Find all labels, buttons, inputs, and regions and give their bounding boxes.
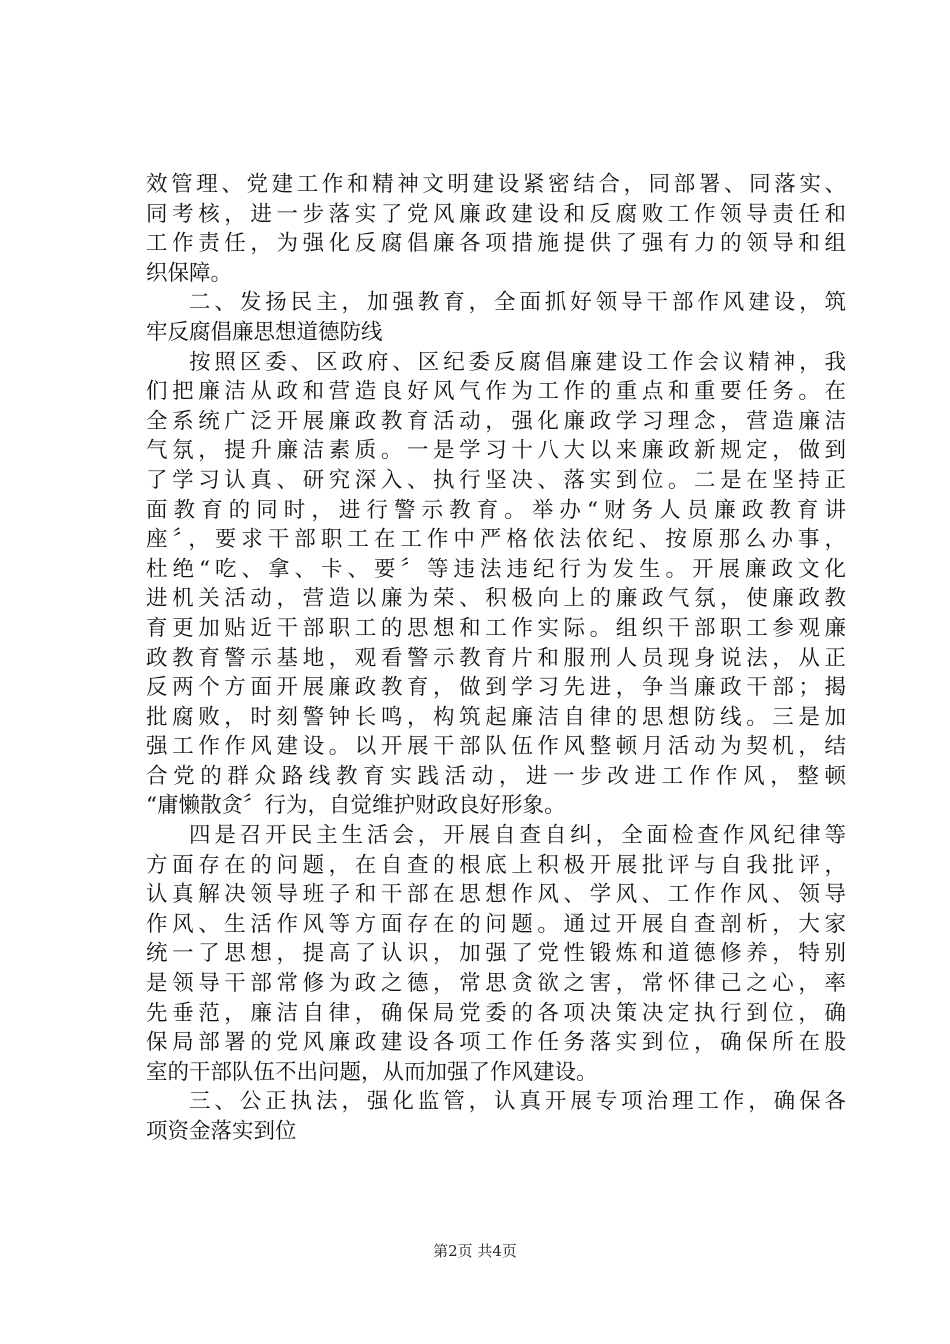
text-line: 二、发扬民主，加强教育，全面抓好领导干部作风建设，筑 <box>189 290 846 316</box>
text-line: 了学习认真、研究深入、执行坚决、落实到位。二是在坚持正 <box>146 467 846 493</box>
text-line: 杜绝“吃、拿、卡、要〞等违法违纪行为发生。开展廉政文化 <box>146 556 846 582</box>
text-line: 进机关活动，营造以廉为荣、积极向上的廉政气氛，使廉政教 <box>146 586 846 612</box>
text-line: 面教育的同时，进行警示教育。举办“财务人员廉政教育讲 <box>146 497 846 523</box>
text-line: 批腐败，时刻警钟长鸣，构筑起廉洁自律的思想防线。三是加 <box>146 704 846 730</box>
text-line: 四是召开民主生活会，开展自查自纠，全面检查作风纪律等 <box>189 823 846 849</box>
text-line: 织保障。 <box>146 260 233 286</box>
text-line: 工作责任，为强化反腐倡廉各项措施提供了强有力的领导和组 <box>146 231 846 257</box>
text-line: 气氛，提升廉洁素质。一是学习十八大以来廉政新规定，做到 <box>146 438 846 464</box>
text-line: 室的干部队伍不出问题，从而加强了作风建设。 <box>146 1059 598 1085</box>
text-line: 先垂范，廉洁自律，确保局党委的各项决策决定执行到位，确 <box>146 1000 846 1026</box>
text-line: 三、公正执法，强化监管，认真开展专项治理工作，确保各 <box>189 1089 846 1115</box>
text-line: “庸懒散贪〞行为，自觉维护财政良好形象。 <box>146 793 566 819</box>
text-line: 作风、生活作风等方面存在的问题。通过开展自查剖析，大家 <box>146 911 846 937</box>
text-line: 全系统广泛开展廉政教育活动，强化廉政学习理念，营造廉洁 <box>146 408 846 434</box>
body-text <box>146 170 846 1147</box>
text-line: 效管理、党建工作和精神文明建设紧密结合，同部署、同落实、 <box>146 172 846 197</box>
text-line: 同考核，进一步落实了党风廉政建设和反腐败工作领导责任和 <box>146 201 846 227</box>
text-line: 强工作作风建设。以开展干部队伍作风整顿月活动为契机，结 <box>146 734 846 760</box>
text-line: 育更加贴近干部职工的思想和工作实际。组织干部职工参观廉 <box>146 615 846 641</box>
text-line: 座〞，要求干部职工在工作中严格依法依纪、按原那么办事， <box>146 527 846 553</box>
text-line: 们把廉洁从政和营造良好风气作为工作的重点和重要任务。在 <box>146 379 846 405</box>
page-footer: 第2页 共4页 <box>433 1242 517 1260</box>
text-line: 按照区委、区政府、区纪委反腐倡廉建设工作会议精神，我 <box>189 349 846 375</box>
text-line: 保局部署的党风廉政建设各项工作任务落实到位，确保所在股 <box>146 1030 846 1056</box>
text-line: 项资金落实到位 <box>146 1119 297 1144</box>
text-line: 方面存在的问题，在自查的根底上积极开展批评与自我批评， <box>146 852 846 878</box>
text-line: 是领导干部常修为政之德，常思贪欲之害，常怀律己之心，率 <box>146 971 846 997</box>
text-line: 认真解决领导班子和干部在思想作风、学风、工作作风、领导 <box>146 882 846 908</box>
text-line: 合党的群众路线教育实践活动，进一步改进工作作风，整顿 <box>146 763 846 789</box>
text-line: 政教育警示基地，观看警示教育片和服刑人员现身说法，从正 <box>146 645 846 671</box>
text-line: 牢反腐倡廉思想道德防线 <box>146 319 383 345</box>
text-line: 反两个方面开展廉政教育，做到学习先进，争当廉政干部；揭 <box>146 675 846 701</box>
text-line: 统一了思想，提高了认识，加强了党性锻炼和道德修养，特别 <box>146 941 846 967</box>
